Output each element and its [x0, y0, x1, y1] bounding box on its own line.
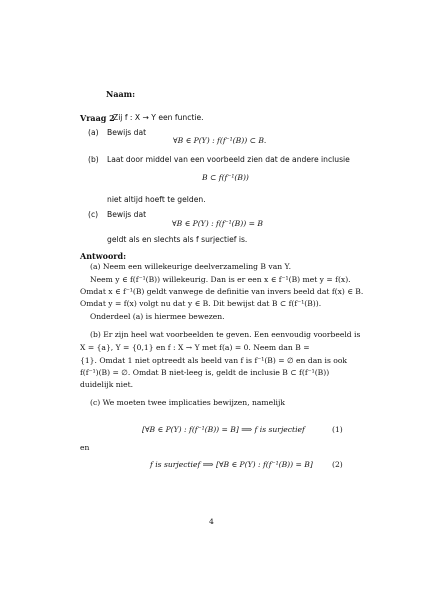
part-c-label: (c): [88, 210, 99, 219]
equation-2-number: (2): [332, 460, 343, 469]
page-number: 4: [209, 517, 214, 526]
part-a-label: (a): [88, 128, 99, 137]
answer-line: duidelijk niet.: [80, 380, 134, 389]
part-b-after: niet altijd hoeft te gelden.: [107, 195, 206, 204]
equation-1-number: (1): [332, 425, 343, 434]
answer-line: Onderdeel (a) is hiermee bewezen.: [90, 312, 225, 321]
answer-line: (b) Er zijn heel wat voorbeelden te geven. Een eenvoudig voorbeeld is: [90, 330, 361, 339]
answer-title: Antwoord:: [80, 251, 127, 261]
equation-2: f is surjectief ⟹ [∀B ∈ P(Y) : f(f⁻¹(B)) = B]: [150, 460, 313, 469]
question-intro: Zij f : X → Y een functie.: [113, 113, 204, 122]
answer-line: (a) Neem een willekeurige deelverzameling B van Y.: [90, 262, 291, 271]
part-a-formula: ∀B ∈ P(Y) : f(f⁻¹(B)) ⊂ B.: [173, 136, 267, 145]
part-c-after: geldt als en slechts als f surjectief is.: [107, 235, 248, 244]
part-b-text: Laat door middel van een voorbeeld zien dat de andere inclusie: [107, 155, 350, 164]
question-title: Vraag 2: [80, 113, 115, 123]
answer-line: {1}. Omdat 1 niet optreedt als beeld van f is f⁻¹(B) = ∅ en dan is ook: [80, 356, 348, 365]
answer-line: X = {a}, Y = {0,1} en f : X → Y met f(a) = 0. Neem dan B =: [80, 343, 310, 352]
answer-line: (c) We moeten twee implicaties bewijzen, namelijk: [90, 398, 285, 407]
name-label: Naam:: [106, 89, 136, 99]
conjunction-en: en: [80, 443, 90, 452]
answer-line: f(f⁻¹)(B) = ∅. Omdat B niet-leeg is, geldt de inclusie B ⊂ f(f⁻¹(B)): [80, 368, 330, 377]
part-c-formula: ∀B ∈ P(Y) : f(f⁻¹(B)) = B: [172, 219, 263, 228]
equation-1: [∀B ∈ P(Y) : f(f⁻¹(B)) = B] ⟹ f is surjectief: [142, 425, 305, 434]
part-b-formula: B ⊂ f(f⁻¹(B)): [202, 173, 249, 182]
part-b-label: (b): [88, 155, 99, 164]
answer-line: Omdat x ∈ f⁻¹(B) geldt vanwege de definitie van invers beeld dat f(x) ∈ B.: [80, 287, 364, 296]
answer-line: Neem y ∈ f(f⁻¹(B)) willekeurig. Dan is er een x ∈ f⁻¹(B) met y = f(x).: [90, 275, 351, 284]
part-a-text: Bewijs dat: [107, 128, 147, 137]
part-c-text: Bewijs dat: [107, 210, 147, 219]
answer-line: Omdat y = f(x) volgt nu dat y ∈ B. Dit bewijst dat B ⊂ f(f⁻¹(B)).: [80, 299, 322, 308]
